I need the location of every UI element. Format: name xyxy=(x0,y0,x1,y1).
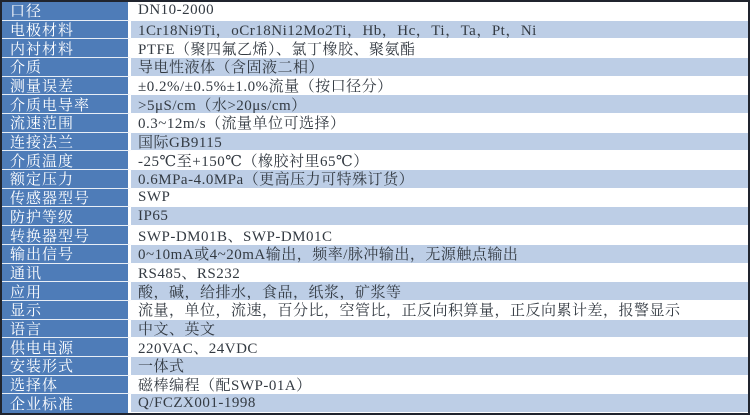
spec-label: 安装形式 xyxy=(2,357,131,376)
spec-row xyxy=(2,264,748,283)
spec-row xyxy=(2,301,748,320)
spec-value: -25℃至+150℃（橡胶衬里65℃） xyxy=(131,151,748,170)
spec-row xyxy=(2,376,748,395)
spec-label: 应用 xyxy=(2,282,131,301)
spec-value: PTFE（聚四氟乙烯）、氯丁橡胶、聚氨酯 xyxy=(131,39,748,58)
spec-label: 传感器型号 xyxy=(2,189,131,208)
spec-row xyxy=(2,2,748,21)
spec-row xyxy=(2,245,748,264)
spec-row xyxy=(2,58,748,77)
spec-row xyxy=(2,394,748,413)
spec-value: IP65 xyxy=(131,207,748,226)
spec-row xyxy=(2,338,748,357)
spec-row xyxy=(2,170,748,189)
spec-label: 介质电导率 xyxy=(2,95,131,114)
spec-value: 导电性液体（含固液二相） xyxy=(131,58,748,77)
spec-value: 一体式 xyxy=(131,357,748,376)
spec-value: 0.3~12m/s（流量单位可选择） xyxy=(131,114,748,133)
spec-label: 连接法兰 xyxy=(2,133,131,152)
spec-label: 输出信号 xyxy=(2,245,131,264)
spec-value: 1Cr18Ni9Ti，oCr18Ni12Mo2Ti，Hb，Hc，Ti，Ta，Pt，Ni xyxy=(131,21,748,40)
spec-row xyxy=(2,133,748,152)
spec-row xyxy=(2,282,748,301)
spec-row xyxy=(2,207,748,226)
spec-value: SWP xyxy=(131,189,748,208)
spec-value: DN10-2000 xyxy=(131,2,748,21)
spec-row xyxy=(2,114,748,133)
spec-row xyxy=(2,320,748,339)
spec-value: SWP-DM01B、SWP-DM01C xyxy=(131,226,748,245)
spec-label: 测量误差 xyxy=(2,77,131,96)
spec-label: 内衬材料 xyxy=(2,39,131,58)
spec-value: 磁棒编程（配SWP-01A） xyxy=(131,376,748,395)
spec-value: 0~10mA或4~20mA输出，频率/脉冲输出，无源触点输出 xyxy=(131,245,748,264)
spec-label: 额定压力 xyxy=(2,170,131,189)
spec-label: 防护等级 xyxy=(2,207,131,226)
spec-label: 语言 xyxy=(2,320,131,339)
spec-row xyxy=(2,226,748,245)
spec-row xyxy=(2,21,748,40)
spec-row xyxy=(2,39,748,58)
spec-label: 转换器型号 xyxy=(2,226,131,245)
spec-value: 国际GB9115 xyxy=(131,133,748,152)
spec-value: >5μS/cm（水>20μs/cm） xyxy=(131,95,748,114)
spec-value: 中文、英文 xyxy=(131,320,748,339)
spec-label: 选择体 xyxy=(2,376,131,395)
spec-label: 介质 xyxy=(2,58,131,77)
spec-row xyxy=(2,77,748,96)
spec-label: 显示 xyxy=(2,301,131,320)
spec-value: ±0.2%/±0.5%±1.0%流量（按口径分） xyxy=(131,77,748,96)
spec-label: 口径 xyxy=(2,2,131,21)
spec-value: 220VAC、24VDC xyxy=(131,338,748,357)
spec-row xyxy=(2,357,748,376)
spec-value: RS485、RS232 xyxy=(131,264,748,283)
spec-value: 流量，单位，流速，百分比，空管比，正反向积算量，正反向累计差，报警显示 xyxy=(131,301,748,320)
spec-row xyxy=(2,189,748,208)
spec-value: 0.6MPa-4.0MPa（更高压力可特殊订货） xyxy=(131,170,748,189)
spec-label: 通讯 xyxy=(2,264,131,283)
spec-value: Q/FCZX001-1998 xyxy=(131,394,748,413)
spec-label: 供电电源 xyxy=(2,338,131,357)
spec-label: 介质温度 xyxy=(2,151,131,170)
spec-label: 流速范围 xyxy=(2,114,131,133)
spec-label: 电极材料 xyxy=(2,21,131,40)
spec-label: 企业标准 xyxy=(2,394,131,413)
spec-value: 酸，碱，给排水，食品，纸浆，矿浆等 xyxy=(131,282,748,301)
spec-row xyxy=(2,151,748,170)
spec-row xyxy=(2,95,748,114)
